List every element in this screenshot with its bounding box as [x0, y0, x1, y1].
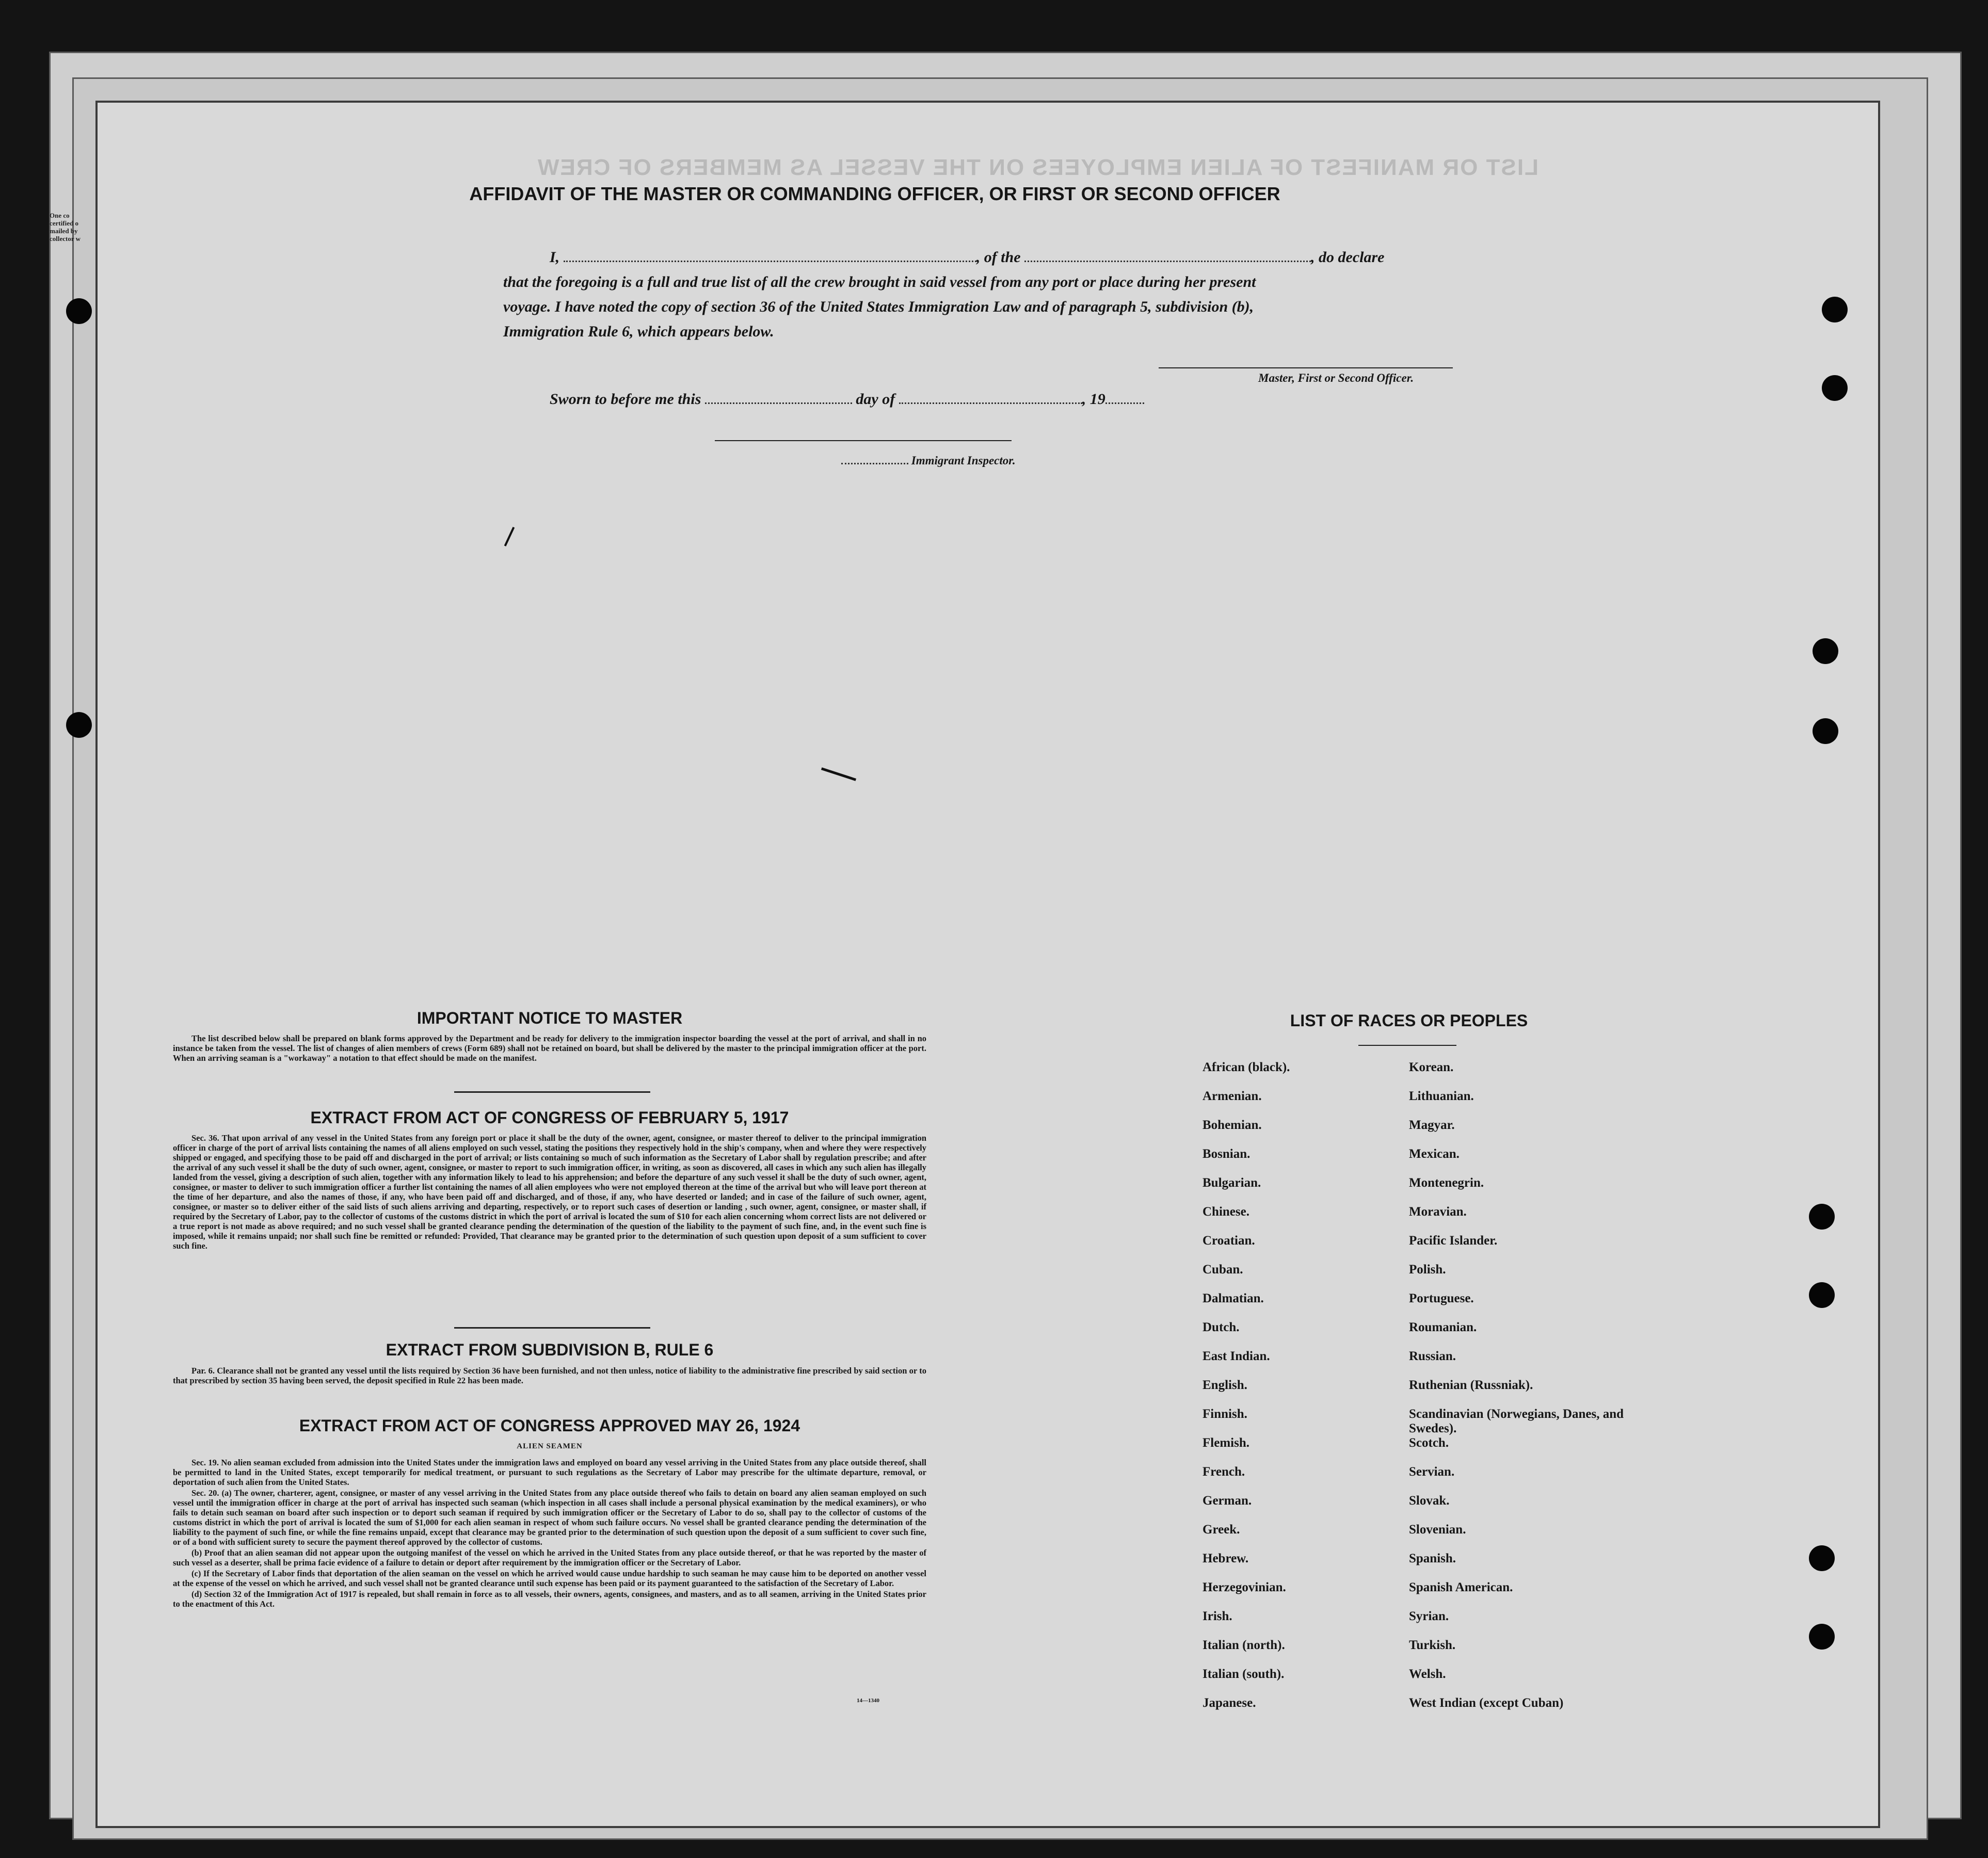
- alien-seamen-subtitle: ALIEN SEAMEN: [517, 1442, 583, 1450]
- race-item-right: Portuguese.: [1409, 1291, 1474, 1305]
- declaration-end: , do declare: [1311, 249, 1385, 266]
- inspector-dots: [841, 462, 908, 464]
- binder-hole: [1809, 1204, 1835, 1230]
- race-item-right: Mexican.: [1409, 1147, 1460, 1161]
- inspector-signature-label: [841, 454, 1016, 467]
- race-item-right: Korean.: [1409, 1060, 1454, 1074]
- race-item-right: Ruthenian (Russniak).: [1409, 1378, 1533, 1392]
- race-item-right: Russian.: [1409, 1349, 1456, 1363]
- extract-1917-title: EXTRACT FROM ACT OF CONGRESS OF FEBRUARY 5, 1917: [310, 1108, 789, 1127]
- notice-text: [173, 1033, 926, 1064]
- race-item-right: Scandinavian (Norwegians, Danes, and Swedes).: [1409, 1407, 1624, 1435]
- section-divider: [454, 1327, 650, 1329]
- races-right-column: [1409, 1060, 1626, 1725]
- race-item-left: Armenian.: [1203, 1089, 1262, 1103]
- binder-hole: [1822, 375, 1848, 401]
- sec-20d-paragraph: (d) Section 32 of the Immigration Act of 1917 is repealed, but shall remain in force as to all vessels, their owners, agents, consignees, and masters, and as to all seamen, arriving in the United States prior to the enactment of this Act.: [173, 1589, 926, 1609]
- races-title: LIST OF RACES OR PEOPLES: [1290, 1011, 1528, 1030]
- bleed-through-heading: LIST OR MANIFEST OF ALIEN EMPLOYEES ON THE VESSEL AS MEMBERS OF CREW: [537, 155, 1538, 180]
- master-signature-line: [1159, 367, 1453, 368]
- binder-hole: [1809, 1282, 1835, 1308]
- sec-19-paragraph: Sec. 19. No alien seaman excluded from admission into the United States under the immigration laws and employed on board any vessel arriving in the United States from any place outside thereof, shall be permitted to land in the United States, except temporarily for medical treatment, or pursuant to such regulations as the Secretary of Labor may prescribe for the ultimate departure, removal, or deportation of such alien from the United States.: [173, 1458, 926, 1487]
- race-item-right: Scotch.: [1409, 1436, 1449, 1450]
- section-36-paragraph: Sec. 36. That upon arrival of any vessel in the United States from any foreign port or place it shall be the duty of the owner, agent, consignee, or master thereof to deliver to the principal immigration officer in charge of the port of arrival lists containing the names of all aliens employed on such vessel, stating the positions they respectively hold in the ship's company, when and where they were respectively shipped or engaged, and specifying those to be paid off and discharged in the port of arrival; or lists containing so much of such information as the Secretary of Labor shall by regulation prescribe; and after the arrival of any such vessel it shall be the duty of such owner, agent, consignee, or master to report to such immigration officer, in writing, as soon as discovered, all cases in which any such alien has illegally landed from the vessel, giving a description of such alien, together with any information likely to lead to his apprehension; and before the departure of any such vessel it shall be the duty of such owner, agent, consignee, or master to deliver to such immigration officer a further list containing the names of all alien employees who were not employed thereon at the time of the arrival but who will leave port thereon at the time of her departure, and also the names of those, if any, who have been paid off and discharged, and of those, if any, who have deserted or landed; and in case of the failure of such owner, agent, consignee, or master so to deliver either of the said lists of such aliens arriving and departing, respectively, or to report such cases of desertion or landing , such owner, agent, consignee, or master shall, if required by the Secretary of Labor, pay to the collector of customs of the customs district in which the port of arrival is located the sum of $10 for each alien concerning whom correct lists are not delivered or a true report is not made as above required; and no such vessel shall be granted clearance pending the determination of the question of the liability to the payment of such fine, and, in the event such fine is imposed, while it remains unpaid; nor shall such fine be remitted or refunded: Provided, That clearance may be granted prior to the determination of such question upon deposit of a sum sufficient to cover such fine.: [173, 1133, 926, 1251]
- race-item-right: Welsh.: [1409, 1667, 1446, 1681]
- declaration-line-1: [503, 249, 1489, 266]
- race-item-right: Turkish.: [1409, 1638, 1456, 1652]
- race-item-left: Chinese.: [1203, 1205, 1249, 1219]
- race-item-right: Roumanian.: [1409, 1320, 1477, 1334]
- binder-hole: [1809, 1624, 1835, 1650]
- name-blank: [564, 260, 976, 262]
- races-divider: [1358, 1045, 1456, 1046]
- binder-hole: [66, 298, 92, 324]
- section-divider: [454, 1091, 650, 1093]
- race-item-left: African (black).: [1203, 1060, 1290, 1074]
- declaration-start: I,: [550, 249, 560, 266]
- declaration-mid: , of the: [976, 249, 1021, 266]
- declaration-line-3: voyage. I have noted the copy of section 36 of the United States Immigration Law and of paragraph 5, subdivision (b),: [503, 298, 1254, 315]
- race-item-right: Lithuanian.: [1409, 1089, 1474, 1103]
- extract-rule6-title: EXTRACT FROM SUBDIVISION B, RULE 6: [386, 1340, 714, 1359]
- race-item-right: Slovak.: [1409, 1494, 1450, 1508]
- race-item-left: Dalmatian.: [1203, 1291, 1264, 1305]
- race-item-right: Polish.: [1409, 1263, 1446, 1277]
- race-item-left: Italian (south).: [1203, 1667, 1285, 1681]
- rule6-paragraph: Par. 6. Clearance shall not be granted any vessel until the lists required by Section 36 have been furnished, and not then unless, notice of liability to the administrative fine prescribed by said section or to that prescribed by section 35 having been served, the deposit specified in Rule 22 has been made.: [173, 1366, 926, 1385]
- race-item-left: Bosnian.: [1203, 1147, 1250, 1161]
- sworn-end: , 19: [1082, 391, 1105, 408]
- declaration-line-2: that the foregoing is a full and true list of all the crew brought in said vessel from any port or place during her present: [503, 273, 1256, 290]
- race-item-right: Montenegrin.: [1409, 1176, 1484, 1190]
- sworn-start: Sworn to before me this: [550, 391, 701, 408]
- binder-hole: [1809, 1545, 1835, 1571]
- race-item-right: Pacific Islander.: [1409, 1234, 1498, 1248]
- extract-1924-text: [173, 1458, 926, 1610]
- race-item-left: Flemish.: [1203, 1436, 1249, 1450]
- sworn-month-blank: [899, 402, 1082, 404]
- declaration-line-4: Immigration Rule 6, which appears below.: [503, 323, 774, 340]
- race-item-left: English.: [1203, 1378, 1247, 1392]
- sworn-year-blank: [1105, 402, 1144, 404]
- race-item-right: Spanish.: [1409, 1552, 1456, 1565]
- sec-20c-paragraph: (c) If the Secretary of Labor finds that deportation of the alien seaman on the vessel on which he arrived would cause undue hardship to such seaman he may cause him to be deported on another vessel at the expense of the vessel on which he arrived, and such vessel shall not be granted clearance until such expense has been paid or its payment guaranteed to the satisfaction of the Secretary of Labor.: [173, 1569, 926, 1588]
- sworn-day-blank: [705, 402, 852, 404]
- binder-hole: [1822, 297, 1848, 322]
- race-item-right: Syrian.: [1409, 1609, 1449, 1623]
- race-item-right: Spanish American.: [1409, 1580, 1513, 1594]
- form-code: 14—1340: [857, 1698, 879, 1704]
- races-left-column: [1203, 1060, 1399, 1725]
- race-item-right: Servian.: [1409, 1465, 1455, 1479]
- vessel-blank: [1024, 260, 1311, 262]
- affidavit-title: AFFIDAVIT OF THE MASTER OR COMMANDING OFFICER, OR FIRST OR SECOND OFFICER: [469, 183, 1280, 204]
- sworn-line: [550, 391, 1535, 408]
- sec-20a-paragraph: Sec. 20. (a) The owner, charterer, agent, consignee, or master of any vessel arriving in the United States from any place outside thereof who fails to detain on board any alien seaman employed on such vessel until the immigration officer in charge at the port of arrival has inspected such seaman (which inspection in all cases shall include a personal physical examination by the medical examiners), or who fails to detain such seaman on board after such inspection or to deport such seaman if required by such immigration officer or the Secretary of Labor to do so, shall pay to the collector of customs of the customs district in which the port of arrival is located the sum of $1,000 for each alien seaman in respect of whom such failure occurs. No vessel shall be granted clearance pending the determination of the liability to the payment of such fine, or while the fine remains unpaid, except that clearance may be granted prior to the determination of such question upon the deposit of a sum sufficient to cover such fine, or of a bond with sufficient surety to secure the payment thereof approved by the collector of customs.: [173, 1488, 926, 1547]
- race-item-left: Dutch.: [1203, 1320, 1240, 1334]
- binder-hole: [1813, 638, 1838, 664]
- extract-rule6-text: [173, 1366, 926, 1386]
- sworn-mid: day of: [856, 391, 895, 408]
- race-item-left: Cuban.: [1203, 1263, 1243, 1277]
- inspector-label-text: Immigrant Inspector.: [911, 454, 1016, 467]
- race-item-left: Herzegovinian.: [1203, 1580, 1286, 1594]
- margin-note: One co certified o mailed by collector w: [50, 212, 81, 243]
- race-item-left: Hebrew.: [1203, 1552, 1249, 1565]
- binder-hole: [1813, 718, 1838, 744]
- inspector-signature-line: [715, 440, 1012, 441]
- race-item-right: West Indian (except Cuban): [1409, 1696, 1564, 1710]
- race-item-left: Italian (north).: [1203, 1638, 1285, 1652]
- sec-20b-paragraph: (b) Proof that an alien seaman did not appear upon the outgoing manifest of the vessel on which he arrived in the United States from any place outside thereof, or that he was reported by the master of such vessel as a deserter, shall be prima facie evidence of a failure to detain or deport after requirement by the immigration officer or the Secretary of Labor.: [173, 1548, 926, 1568]
- race-item-left: Bulgarian.: [1203, 1176, 1261, 1190]
- race-item-right: Moravian.: [1409, 1205, 1467, 1219]
- race-item-left: Japanese.: [1203, 1696, 1256, 1710]
- race-item-left: East Indian.: [1203, 1349, 1270, 1363]
- race-item-left: Irish.: [1203, 1609, 1232, 1623]
- race-item-left: Finnish.: [1203, 1407, 1247, 1421]
- race-item-left: Greek.: [1203, 1523, 1240, 1537]
- race-item-right: Magyar.: [1409, 1118, 1455, 1132]
- race-item-right: Slovenian.: [1409, 1523, 1466, 1537]
- binder-hole: [66, 712, 92, 738]
- master-signature-label: Master, First or Second Officer.: [1258, 371, 1414, 384]
- notice-paragraph: The list described below shall be prepared on blank forms approved by the Department and be ready for delivery to the immigration inspector boarding the vessel at the port of arrival, and shall in no instance be taken from the vessel. The list of changes of alien members of crews (Form 689) shall not be retained on board, but shall be delivered by the master to the principal immigration officer at the port. When an arriving seaman is a "workaway" a notation to that effect should be made on the manifest.: [173, 1033, 926, 1063]
- race-item-left: German.: [1203, 1494, 1252, 1508]
- race-item-left: Croatian.: [1203, 1234, 1255, 1248]
- extract-1917-text: [173, 1133, 926, 1252]
- race-item-left: French.: [1203, 1465, 1245, 1479]
- extract-1924-title: EXTRACT FROM ACT OF CONGRESS APPROVED MAY 26, 1924: [299, 1416, 800, 1435]
- race-item-left: Bohemian.: [1203, 1118, 1262, 1132]
- notice-title: IMPORTANT NOTICE TO MASTER: [416, 1009, 683, 1027]
